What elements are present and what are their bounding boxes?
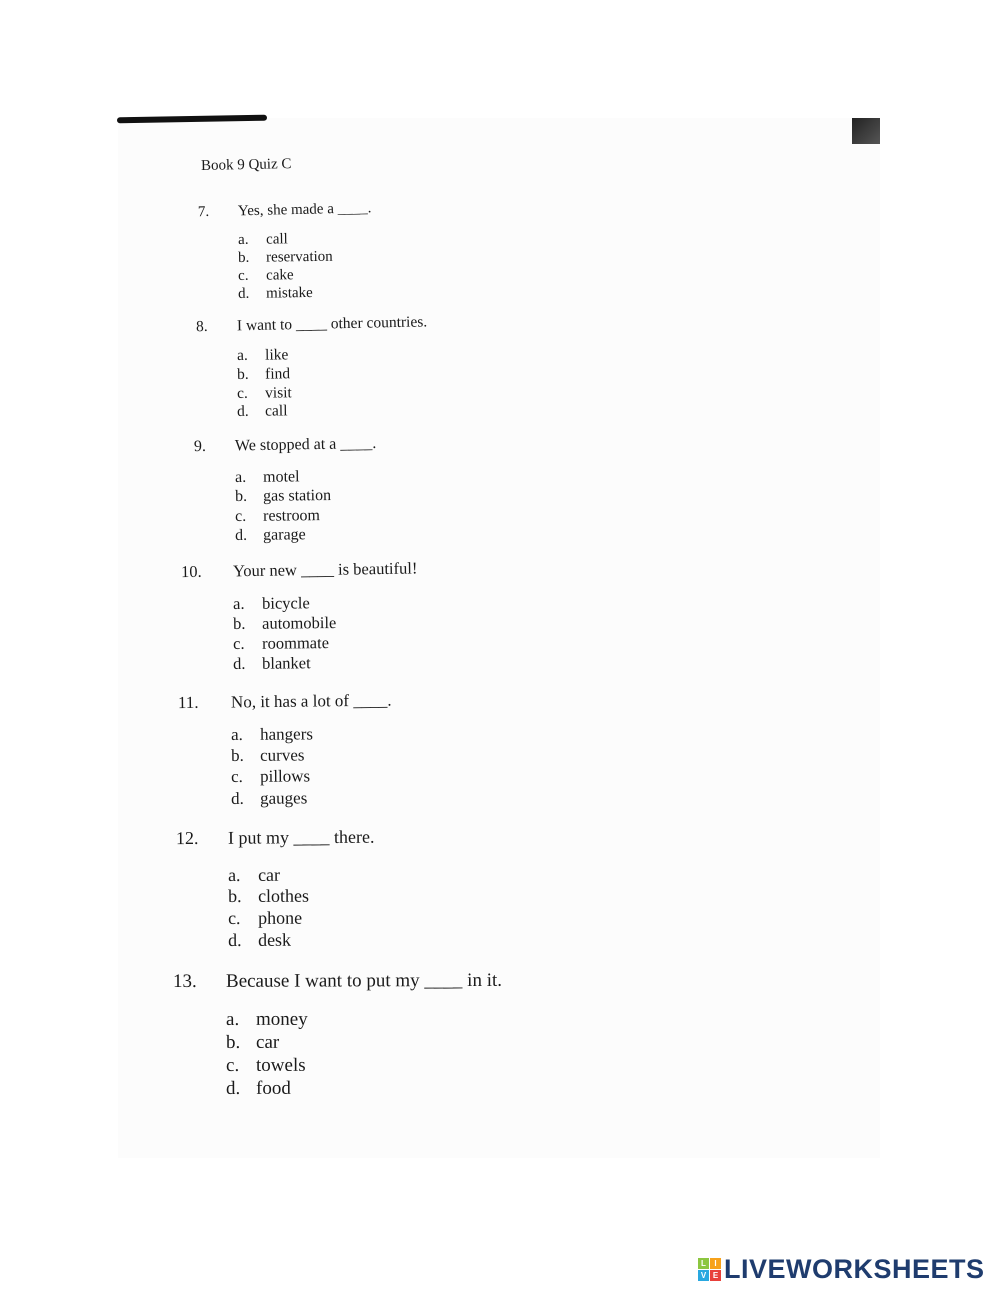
option-text: roommate (261, 633, 330, 653)
option-text: gauges (259, 788, 308, 808)
question-number: 11. (177, 692, 199, 713)
option-letter: c. (233, 633, 245, 653)
question-number: 7. (197, 203, 210, 221)
logo-text: LIVEWORKSHEETS (724, 1254, 985, 1284)
option-letter: d. (238, 285, 250, 302)
option-text: food (255, 1077, 291, 1099)
option-text: reservation (265, 248, 333, 266)
option-letter: b. (233, 613, 246, 633)
option-letter: b. (231, 745, 244, 765)
option-letter: b. (237, 365, 249, 383)
option-letter: b. (238, 249, 250, 266)
option-letter: a. (226, 1008, 240, 1030)
option-text: bicycle (261, 593, 310, 613)
option-letter: a. (228, 864, 241, 885)
question-stem: Yes, she made a ____. (237, 200, 372, 220)
question-stem: No, it has a lot of ____. (230, 690, 392, 712)
question-stem: Your new ____ is beautiful! (232, 558, 418, 581)
question-number: 8. (195, 317, 208, 336)
option-text: mistake (265, 284, 313, 302)
option-text: call (265, 231, 288, 248)
option-text: pillows (259, 766, 311, 786)
logo-cube: E (710, 1270, 721, 1281)
option-text: blanket (261, 653, 311, 673)
option-letter: d. (228, 929, 242, 950)
option-text: visit (264, 384, 292, 402)
option-letter: a. (238, 231, 249, 248)
option-letter: d. (231, 788, 244, 808)
option-letter: c. (231, 766, 243, 786)
option-letter: a. (231, 724, 243, 744)
logo-cubes-icon (698, 1258, 721, 1281)
option-text: phone (257, 907, 303, 928)
logo-cube: L (698, 1258, 709, 1269)
option-letter: c. (226, 1054, 240, 1076)
option-letter: d. (233, 653, 246, 673)
option-text: desk (257, 929, 292, 950)
option-letter: c. (238, 267, 249, 284)
option-text: clothes (257, 885, 310, 906)
question-stem: Because I want to put my ____ in it. (225, 969, 503, 992)
option-letter: a. (233, 593, 245, 613)
option-letter: b. (228, 885, 242, 906)
question-number: 13. (172, 970, 197, 993)
liveworksheets-logo (698, 1254, 985, 1285)
option-letter: c. (235, 507, 247, 525)
question-number: 9. (193, 437, 207, 456)
quiz-title: Book 9 Quiz C (200, 156, 292, 174)
question-stem: I want to ____ other countries. (236, 313, 428, 335)
option-letter: d. (235, 526, 248, 544)
question-number: 12. (175, 827, 199, 849)
question-stem: I put my ____ there. (227, 826, 375, 848)
option-letter: b. (235, 487, 248, 505)
option-letter: a. (235, 468, 247, 486)
option-text: cake (265, 267, 294, 284)
option-text: curves (259, 745, 305, 765)
question-stem: We stopped at a ____. (234, 434, 377, 455)
option-text: motel (262, 468, 300, 486)
option-letter: b. (226, 1031, 241, 1053)
option-text: restroom (262, 507, 321, 525)
option-text: car (255, 1031, 280, 1053)
option-letter: c. (228, 907, 241, 928)
option-text: find (264, 365, 291, 383)
option-letter: a. (237, 346, 248, 364)
question-number: 10. (180, 561, 202, 582)
option-text: money (255, 1008, 308, 1030)
option-letter: c. (237, 384, 248, 402)
option-text: towels (255, 1054, 306, 1076)
option-text: hangers (259, 724, 314, 744)
option-text: garage (262, 526, 306, 544)
option-text: call (264, 402, 288, 420)
option-letter: d. (226, 1077, 241, 1099)
option-letter: d. (237, 402, 249, 420)
option-text: automobile (261, 613, 337, 633)
option-text: like (264, 346, 289, 364)
scan-corner-shadow (852, 118, 880, 144)
option-text: gas station (262, 486, 332, 505)
logo-cube: I (710, 1258, 721, 1269)
option-text: car (257, 864, 281, 885)
logo-cube: V (698, 1270, 709, 1281)
